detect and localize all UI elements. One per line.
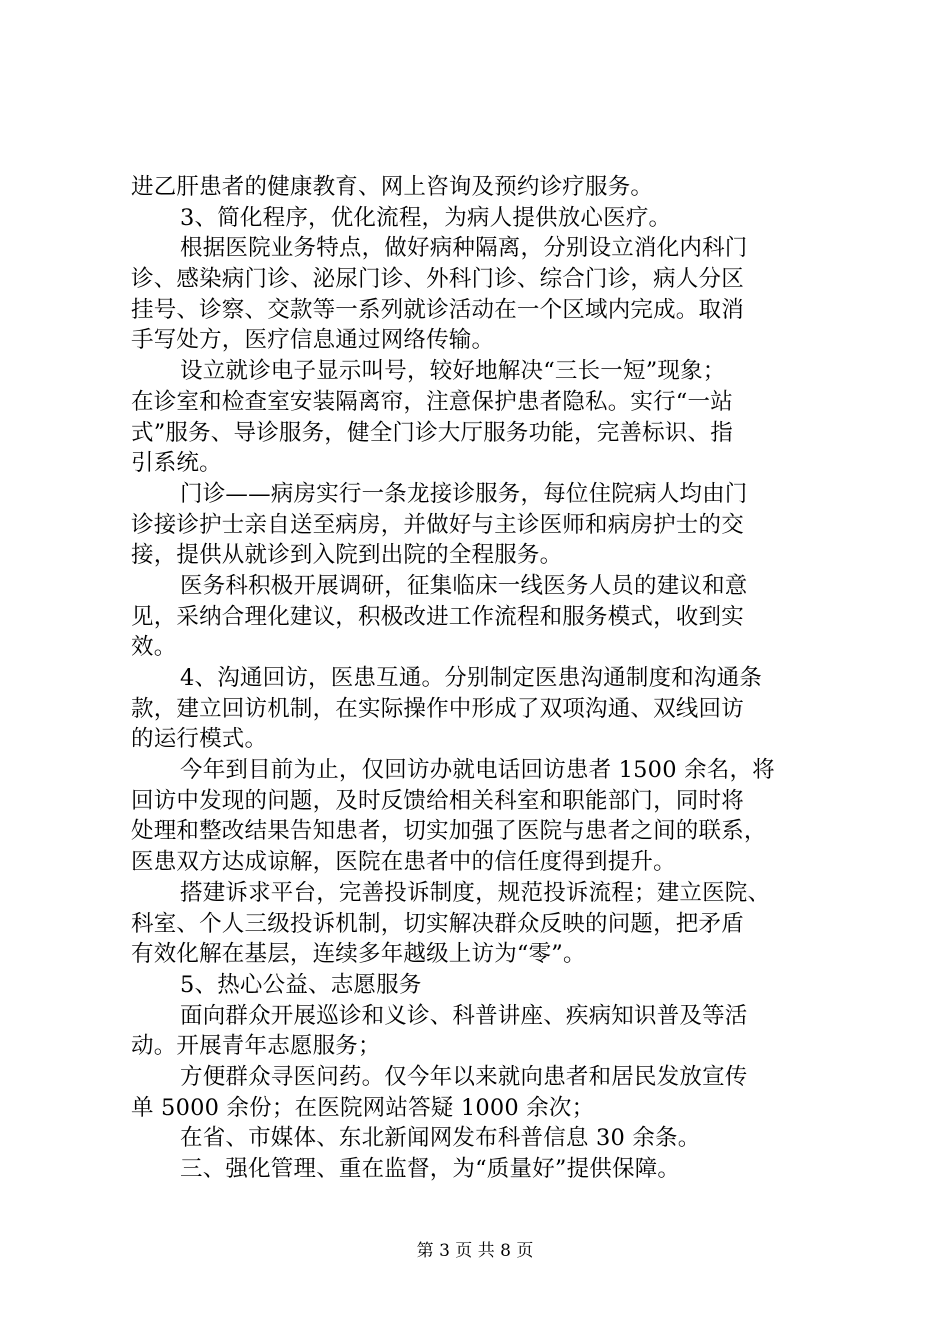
text-line: 科室、个人三级投诉机制，切实解决群众反映的问题，把矛盾 [131,910,744,937]
text-line: 搭建诉求平台，完善投诉制度，规范投诉流程；建立医院、 [180,879,771,906]
text-line: 有效化解在基层，连续多年越级上访为“零”。 [131,941,586,968]
text-line: 的运行模式。 [131,726,268,753]
text-line: 处理和整改结果告知患者，切实加强了医院与患者之间的联系， [131,818,767,845]
text-line: 款，建立回访机制，在实际操作中形成了双项沟通、双线回访 [131,695,744,722]
text-line: 单 5000 余份；在医院网站答疑 1000 余次； [131,1094,595,1121]
text-line: 诊、感染病门诊、泌尿门诊、外科门诊、综合门诊，病人分区 [131,266,744,293]
text-line: 设立就诊电子显示叫号，较好地解决“三长一短”现象； [180,358,726,385]
document-body [131,172,831,1185]
text-line: 三、强化管理、重在监督，为“质量好”提供保障。 [180,1156,681,1182]
text-line: 进乙肝患者的健康教育、网上咨询及预约诊疗服务。 [131,174,654,200]
text-line: 面向群众开展巡诊和义诊、科普讲座、疾病知识普及等活 [180,1002,748,1029]
text-line: 效。 [131,634,177,661]
text-line: 引系统。 [131,450,222,477]
text-line: 诊接诊护士亲自送至病房，并做好与主诊医师和病房护士的交 [131,511,744,538]
text-line: 方便群众寻医问药。仅今年以来就向患者和居民发放宣传 [180,1063,748,1090]
text-line: 在诊室和检查室安装隔离帘，注意保护患者隐私。实行“一站 [131,388,733,415]
text-line: 今年到目前为止，仅回访办就电话回访患者 1500 余名，将 [180,757,775,784]
text-line: 医患双方达成谅解，医院在患者中的信任度得到提升。 [131,849,676,876]
text-line: 式”服务、导诊服务，健全门诊大厅服务功能，完善标识、指 [131,419,733,446]
text-line: 在省、市媒体、东北新闻网发布科普信息 30 余条。 [180,1125,701,1152]
text-line: 4、沟通回访，医患互通。分别制定医患沟通制度和沟通条 [180,665,763,691]
text-line: 5、热心公益、志愿服务 [180,971,422,998]
text-line: 挂号、诊察、交款等一系列就诊活动在一个区域内完成。取消 [131,296,744,323]
page-number-label: 第 3 页 共 8 页 [416,1241,534,1261]
text-line: 3、简化程序，优化流程，为病人提供放心医疗。 [180,204,672,231]
text-line: 根据医院业务特点，做好病种隔离，分别设立消化内科门 [180,235,748,262]
text-line: 回访中发现的问题，及时反馈给相关科室和职能部门，同时将 [131,787,744,814]
text-line: 接，提供从就诊到入院到出院的全程服务。 [131,542,563,569]
text-line: 见，采纳合理化建议，积极改进工作流程和服务模式，收到实 [131,603,744,630]
page-footer [0,1240,950,1262]
text-line: 门诊——病房实行一条龙接诊服务，每位住院病人均由门 [180,480,748,507]
text-line: 医务科积极开展调研，征集临床一线医务人员的建议和意 [180,572,748,599]
text-line: 手写处方，医疗信息通过网络传输。 [131,327,495,354]
text-line: 动。开展青年志愿服务； [131,1033,381,1060]
